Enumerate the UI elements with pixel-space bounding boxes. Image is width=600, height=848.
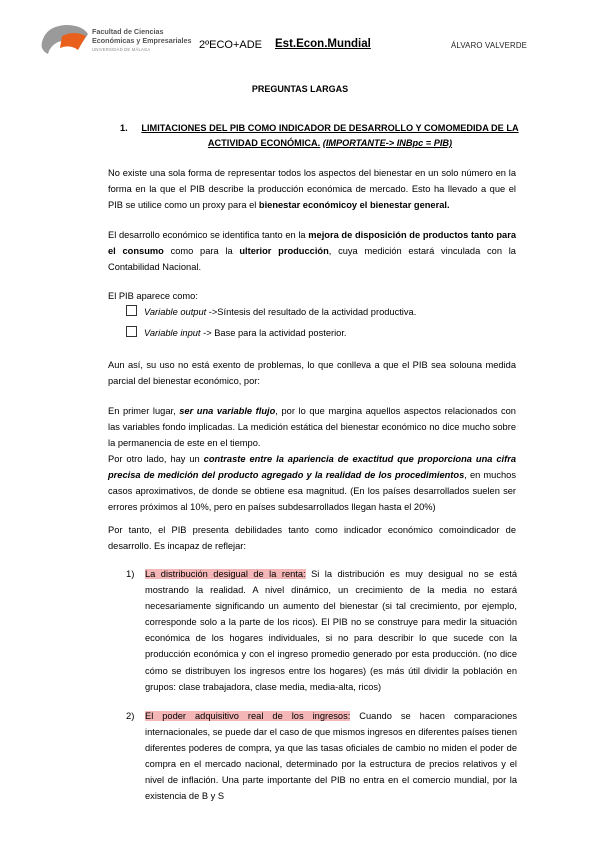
list-item-purchasing-power: El poder adquisitivo real de los ingresos: Cuando se hacen comparaciones internacionales, se puede dar el caso de que mismos ingresos en diferentes países tienen diferentes poderes de compra, ya que las tasas oficiales de cambio no miden el poder de compra en el mercado nacional, determinado por la estructura de precios relativos y el nivel de inflación. Una parte importante del PIB no entra en el comercio mundial, por la existencia de B y S bbox=[145, 711, 517, 802]
faculty-logo-icon bbox=[40, 22, 90, 56]
paragraph-precision-contrast: Por otro lado, hay un contraste entre la apariencia de exactitud que proporciona una cifra precisa de medición del producto agregado y la realidad de los procedimientos, en muchos casos aproximativos, de donde se obtiene esa magnitud. (En los países desarrollados suelen ser errores próximos al 10%, pero en países subdesarrollados llegan hasta el 20%) bbox=[108, 454, 516, 513]
paragraph-pib-appears: El PIB aparece como: bbox=[108, 291, 198, 301]
section-title: PREGUNTAS LARGAS bbox=[251, 84, 349, 94]
course-label: 2ºECO+ADE bbox=[199, 39, 263, 51]
list-item-number: 1) bbox=[126, 569, 135, 580]
checkbox-option-input: Variable input -> Base para la actividad posterior. bbox=[126, 326, 347, 340]
checkbox-icon bbox=[126, 326, 137, 337]
checkbox-icon bbox=[126, 305, 137, 316]
paragraph-weaknesses: Por tanto, el PIB presenta debilidades tanto como indicador económico comoindicador de desarrollo. Es incapaz de reflejar: bbox=[108, 525, 516, 552]
question-note: (IMPORTANTE-> INBpc = PIB) bbox=[322, 138, 453, 148]
author-name: ÁLVARO VALVERDE bbox=[451, 41, 528, 50]
list-item-income-distribution: La distribución desigual de la renta: Si la distribución es muy desigual no se está mostrando la realidad. A nivel dinámico, un crecimiento de la media no estará necesariamente significando un aumento del bienestar (si tal crecimiento, por ejemplo, corresponde solo a la parte de los ricos). El PIB no se construye para medir la situación económica de los hogares individuales, si no para describir lo que sucede con la producción económica y con el ingreso promedio generado por esta producción. (no dice cómo se distribuyen los ingresos entre los hogares) (es más útil dividir la población en grupos: clase trabajadora, clase media, media-alta, ricos) bbox=[145, 569, 517, 692]
paragraph-problems: Aun así, su uso no está exento de problemas, lo que conlleva a que el PIB sea solouna medida parcial del bienestar económico, por: bbox=[108, 360, 516, 387]
faculty-name: Facultad de Ciencias Económicas y Empresariales UNIVERSIDAD DE MÁLAGA bbox=[92, 28, 191, 55]
list-item-number: 2) bbox=[126, 711, 135, 722]
university-name: UNIVERSIDAD DE MÁLAGA bbox=[92, 47, 151, 53]
paragraph-development: El desarrollo económico se identifica tanto en la mejora de disposición de productos tanto para el consumo como para la ulterior producción, cuya medición estará vinculada con la Contabilidad Nacional. bbox=[108, 230, 516, 273]
subject-title: Est.Econ.Mundial bbox=[275, 38, 371, 50]
question-number: 1. bbox=[120, 123, 128, 133]
question-heading bbox=[120, 121, 540, 151]
paragraph-intro: No existe una sola forma de representar todos los aspectos del bienestar en un solo número en la forma en la que el PIB describe la producción económica de mercado. Esto ha llevado a que el PIB se utilice como un proxy para el bienestar económicoy el bienestar general. bbox=[108, 168, 516, 211]
page-header bbox=[0, 0, 600, 70]
paragraph-flow-variable: En primer lugar, ser una variable flujo, por lo que margina aquellos aspectos relacionados con las variables fondo implicadas. La medición estática del bienestar económico no dice mucho sobre la permanencia de este en el tiempo. bbox=[108, 406, 516, 449]
checkbox-option-output: Variable output ->Síntesis del resultado de la actividad productiva. bbox=[126, 305, 416, 319]
highlighted-term: El poder adquisitivo real de los ingresos: bbox=[145, 711, 351, 721]
question-title: LIMITACIONES DEL PIB COMO INDICADOR DE DESARROLLO Y COMOMEDIDA DE LA ACTIVIDAD ECONÓMICA. bbox=[141, 123, 519, 148]
highlighted-term: La distribución desigual de la renta: bbox=[145, 569, 306, 579]
